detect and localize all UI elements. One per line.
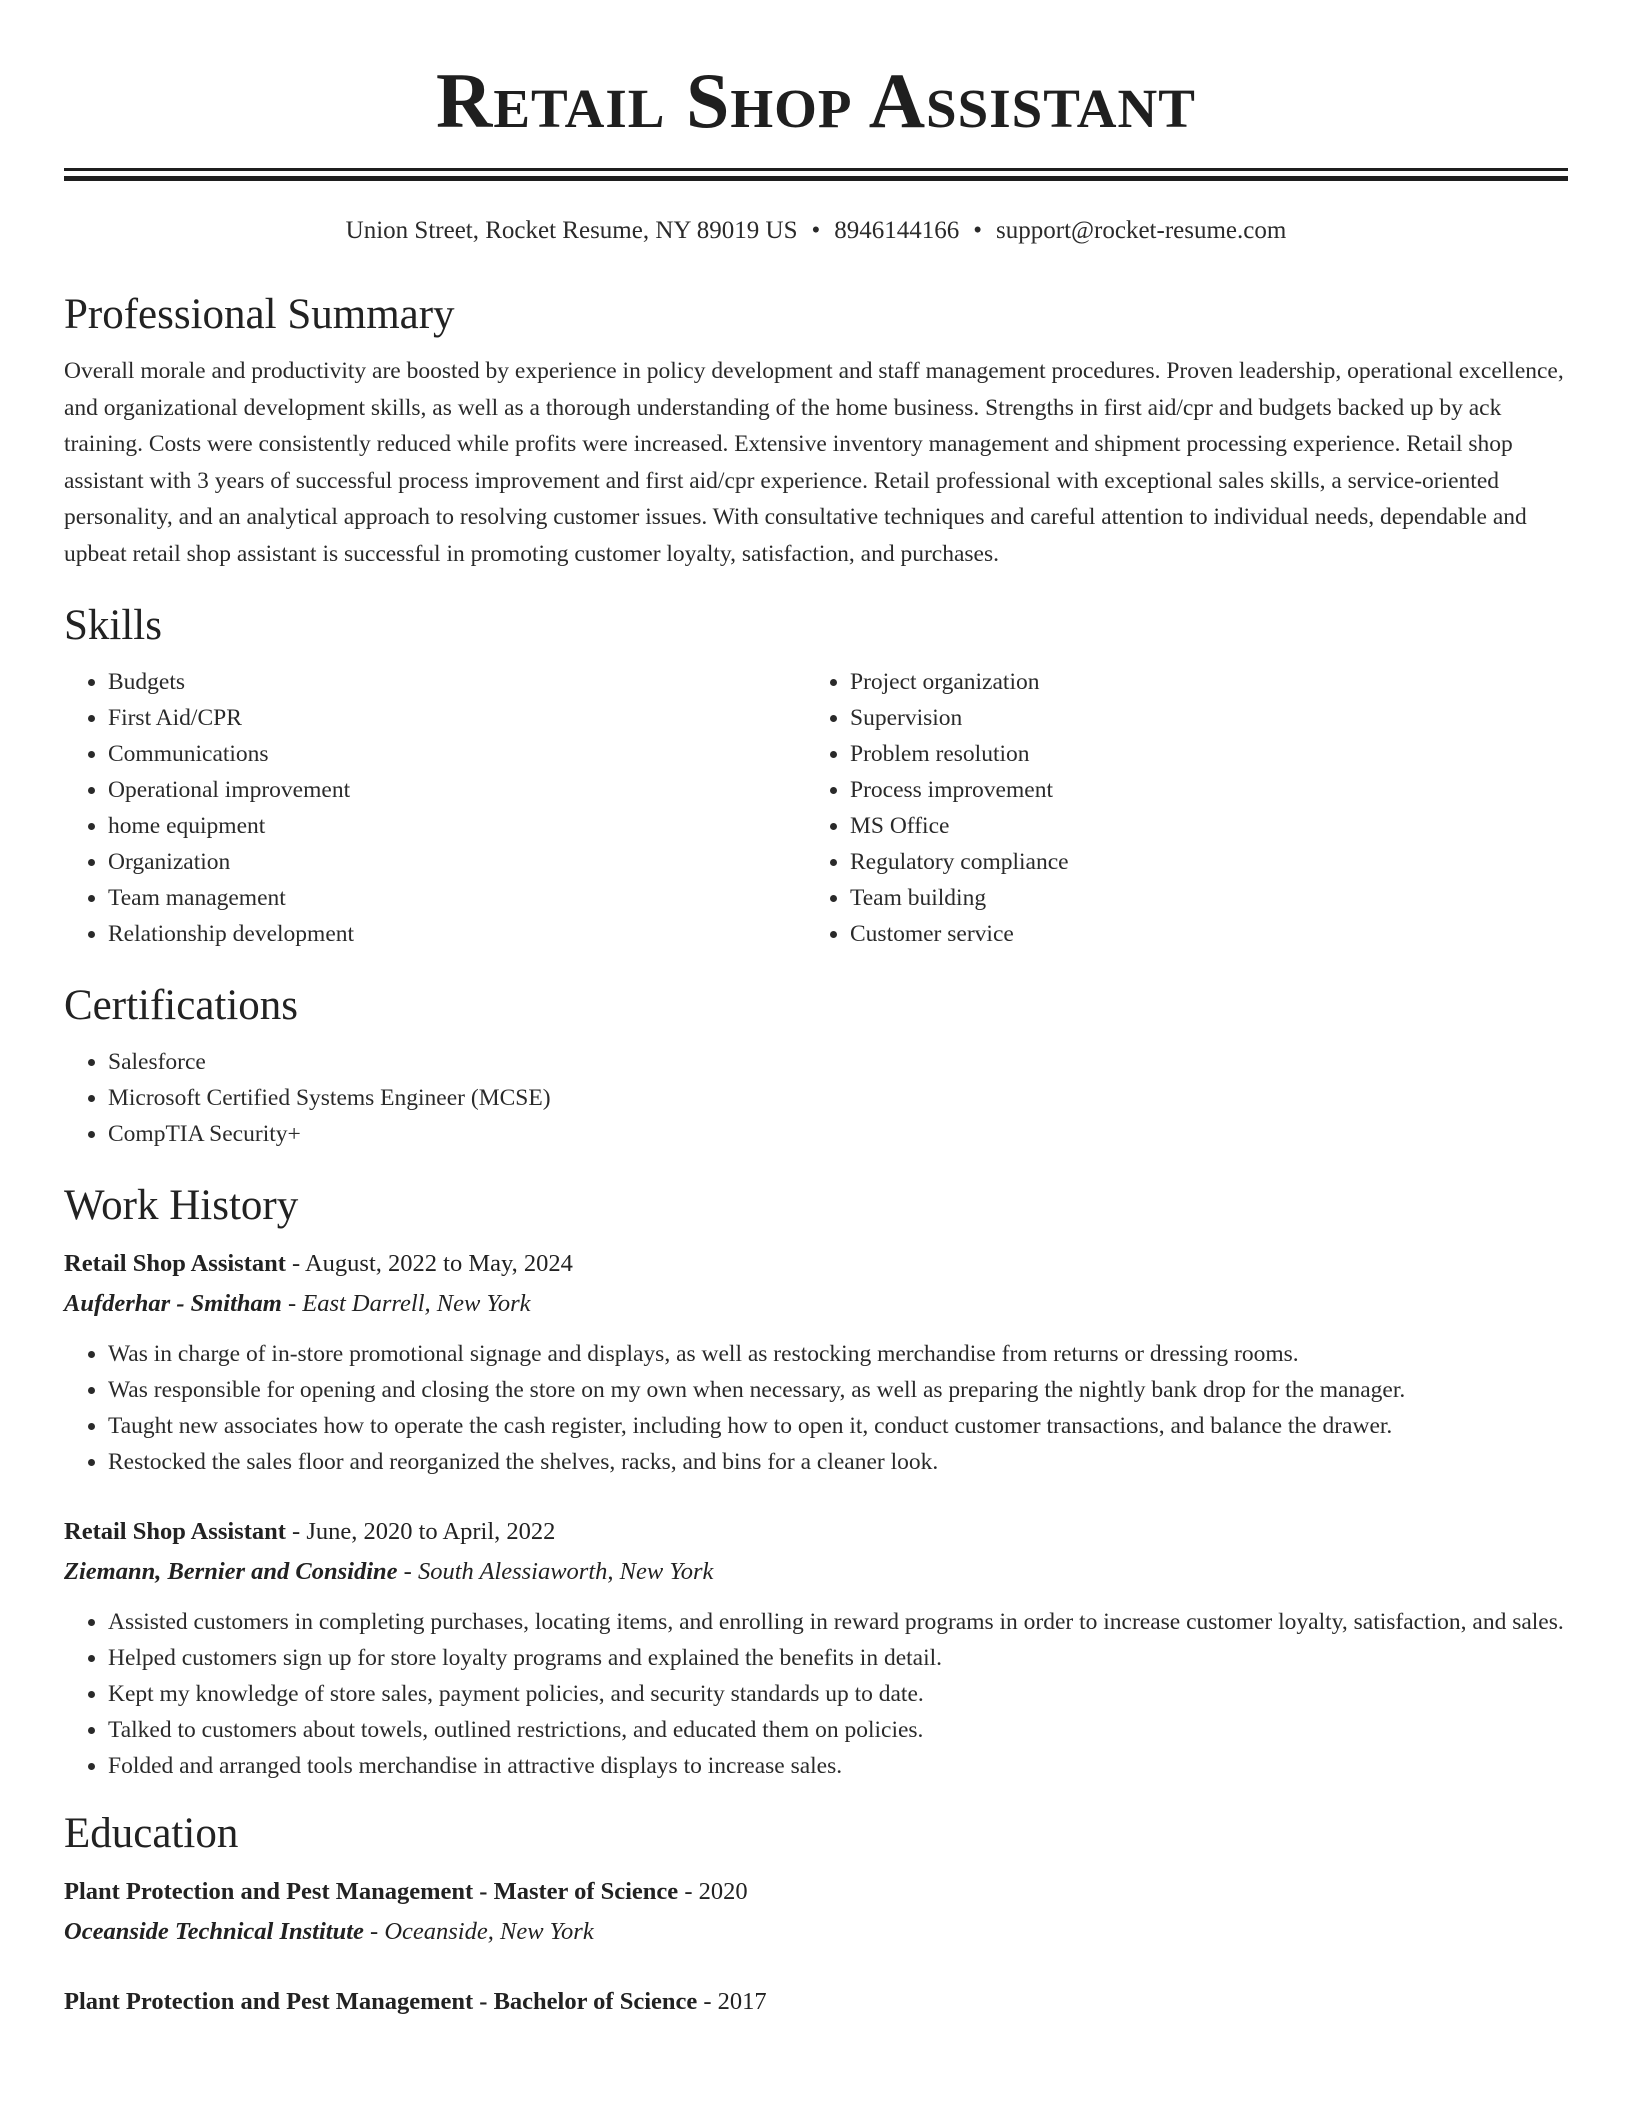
skill-item: • Process improvement	[850, 772, 1548, 808]
education-degree-line	[64, 1982, 1568, 2022]
education-entry	[64, 1982, 1568, 2022]
skill-item: • First Aid/CPR	[108, 700, 806, 736]
skills-column-left	[64, 664, 806, 952]
skill-item: • Relationship development	[108, 916, 806, 952]
skill-item: • Communications	[108, 736, 806, 772]
education-year: - 2017	[697, 1988, 767, 2015]
contact-email: support@rocket-resume.com	[996, 217, 1287, 244]
education-school-line	[64, 1912, 1568, 1952]
title-divider	[64, 168, 1568, 171]
section-heading-work-history: Work History	[64, 1182, 299, 1229]
job-dates: - August, 2022 to May, 2024	[285, 1250, 573, 1277]
summary-text: Overall morale and productivity are boosted by experience in policy development and staff management procedures. Proven leadership, operational excellence, and organizational development skills, as well as a thorough understanding of the home business. Strengths in first aid/cpr and budgets backed up by ack training. Costs were consistently reduced while profits were increased. Extensive inventory management and shipment processing experience. Retail shop assistant with 3 years of successful process improvement and first aid/cpr experience. Retail professional with exceptional sales skills, a service-oriented personality, and an analytical approach to resolving customer issues. With consultative techniques and careful attention to individual needs, dependable and upbeat retail shop assistant is successful in promoting customer loyalty, satisfaction, and purchases.	[64, 358, 1564, 567]
skill-item: • home equipment	[108, 808, 806, 844]
certifications-list	[64, 1044, 1568, 1152]
section-heading-education: Education	[64, 1810, 239, 1857]
job-company: Ziemann, Bernier and Considine	[64, 1558, 398, 1585]
job-bullets	[64, 1604, 1568, 1784]
section-heading-skills: Skills	[64, 602, 162, 649]
job-bullet: • Was responsible for opening and closing the store on my own when necessary, as well as preparing the nightly bank drop for the manager.	[108, 1372, 1568, 1408]
job-bullet: • Assisted customers in completing purchases, locating items, and enrolling in reward programs in order to increase customer loyalty, satisfaction, and sales.	[108, 1604, 1568, 1640]
section-heading-certifications: Certifications	[64, 982, 299, 1029]
skill-item: • Organization	[108, 844, 806, 880]
contact-address: Union Street, Rocket Resume, NY 89019 US	[345, 217, 798, 244]
contact-phone: 8946144166	[834, 217, 960, 244]
job-title-line	[64, 1512, 1568, 1552]
job-company-line	[64, 1552, 1568, 1592]
skill-item: • MS Office	[850, 808, 1548, 844]
job-bullet: • Restocked the sales floor and reorganized the shelves, racks, and bins for a cleaner look.	[108, 1444, 1568, 1480]
contact-separator: •	[811, 217, 821, 244]
contact-separator: •	[973, 217, 983, 244]
job-bullet: • Kept my knowledge of store sales, payment policies, and security standards up to date.	[108, 1676, 1568, 1712]
skills-list	[64, 664, 1568, 952]
job-bullets	[64, 1336, 1568, 1480]
skill-item: • Regulatory compliance	[850, 844, 1548, 880]
section-heading-summary: Professional Summary	[64, 291, 455, 338]
job-bullet: • Talked to customers about towels, outlined restrictions, and educated them on policies.	[108, 1712, 1568, 1748]
skill-item: • Problem resolution	[850, 736, 1548, 772]
job-bullet: • Helped customers sign up for store loyalty programs and explained the benefits in detail.	[108, 1640, 1568, 1676]
education-location: - Oceanside, New York	[363, 1918, 594, 1945]
job-title-line	[64, 1244, 1568, 1284]
job-dates: - June, 2020 to April, 2022	[285, 1518, 556, 1545]
education-degree-line	[64, 1872, 1568, 1912]
skill-item: • Project organization	[850, 664, 1548, 700]
job-company-line	[64, 1284, 1568, 1324]
job-entry	[64, 1512, 1568, 1784]
job-location: - East Darrell, New York	[281, 1290, 531, 1317]
certification-item: • Salesforce	[108, 1044, 1568, 1080]
education-school: Oceanside Technical Institute	[64, 1918, 364, 1945]
skill-item: • Supervision	[850, 700, 1548, 736]
education-entry	[64, 1872, 1568, 1952]
education-year: - 2020	[678, 1878, 748, 1905]
job-location: - South Alessiaworth, New York	[397, 1558, 714, 1585]
certification-item: • CompTIA Security+	[108, 1116, 1568, 1152]
job-bullet: • Was in charge of in-store promotional signage and displays, as well as restocking merchandise from returns or dressing rooms.	[108, 1336, 1568, 1372]
title-divider-thick	[64, 176, 1568, 181]
job-title: Retail Shop Assistant	[64, 1518, 286, 1545]
skill-item: • Team building	[850, 880, 1548, 916]
skill-item: • Customer service	[850, 916, 1548, 952]
job-entry	[64, 1244, 1568, 1480]
education-degree: Plant Protection and Pest Management - Bachelor of Science	[64, 1988, 698, 2015]
job-bullet: • Folded and arranged tools merchandise in attractive displays to increase sales.	[108, 1748, 1568, 1784]
skill-item: • Team management	[108, 880, 806, 916]
certification-item: • Microsoft Certified Systems Engineer (MCSE)	[108, 1080, 1568, 1116]
resume-title: Retail Shop Assistant	[436, 57, 1196, 144]
education-degree: Plant Protection and Pest Management - Master of Science	[64, 1878, 679, 1905]
job-title: Retail Shop Assistant	[64, 1250, 286, 1277]
job-bullet: • Taught new associates how to operate the cash register, including how to open it, conduct customer transactions, and balance the drawer.	[108, 1408, 1568, 1444]
job-company: Aufderhar - Smitham	[64, 1290, 282, 1317]
skill-item: • Operational improvement	[108, 772, 806, 808]
skill-item: • Budgets	[108, 664, 806, 700]
contact-line	[64, 215, 1568, 247]
skills-column-right	[806, 664, 1548, 952]
